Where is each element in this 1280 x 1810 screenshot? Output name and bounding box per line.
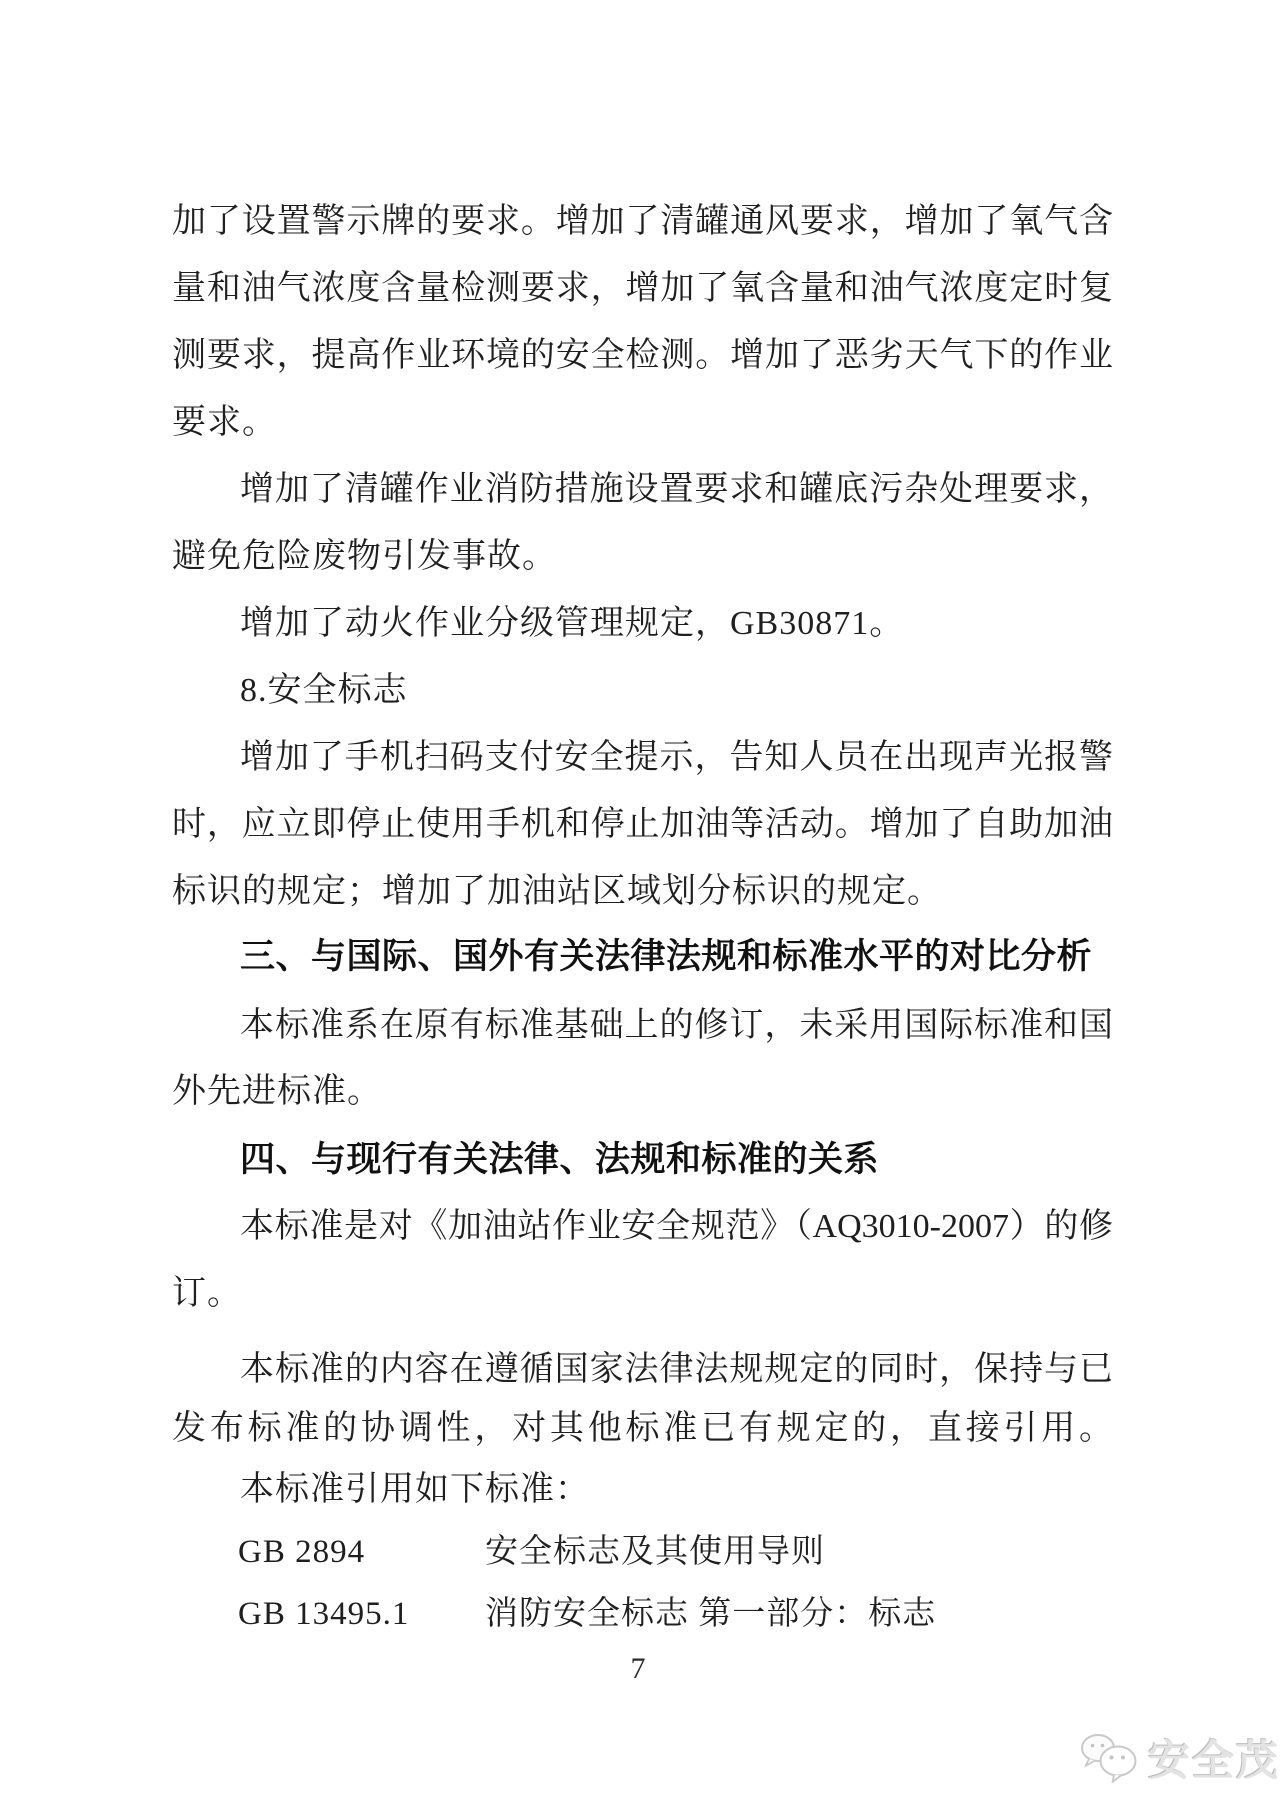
reference-title: 安全标志及其使用导则 xyxy=(485,1534,825,1570)
reference-title: 消防安全标志 第一部分：标志 xyxy=(485,1596,937,1632)
subsection-title: 8.安全标志 xyxy=(240,672,408,709)
text-line: 本标准的内容在遵循国家法律法规规定的同时，保持与已 xyxy=(240,1351,1113,1388)
text-line: 发布标准的协调性，对其他标准已有规定的，直接引用。 xyxy=(172,1410,1113,1447)
text-line: 增加了动火作业分级管理规定，GB30871。 xyxy=(240,605,905,642)
page-number: 7 xyxy=(630,1652,646,1685)
text-line: 测要求，提高作业环境的安全检测。增加了恶劣天气下的作业 xyxy=(172,337,1113,374)
text-line: 时，应立即停止使用手机和停止加油等活动。增加了自助加油 xyxy=(172,806,1113,843)
text-line: 增加了清罐作业消防措施设置要求和罐底污杂处理要求， xyxy=(240,471,1113,508)
text-line: 外先进标准。 xyxy=(172,1073,382,1110)
text-line: 避免危险废物引发事故。 xyxy=(172,538,557,575)
text-line: 要求。 xyxy=(172,404,277,441)
text-line: 本标准引用如下标准： xyxy=(240,1471,590,1508)
section-heading-4: 四、与现行有关法律、法规和标准的关系 xyxy=(240,1140,880,1179)
reference-row xyxy=(172,1592,1113,1642)
text-line: 加了设置警示牌的要求。增加了清罐通风要求，增加了氧气含 xyxy=(172,203,1113,240)
text-line: 本标准系在原有标准基础上的修订，未采用国际标准和国 xyxy=(240,1007,1113,1044)
reference-row xyxy=(172,1530,1113,1580)
wechat-icon xyxy=(1078,1733,1140,1783)
reference-code: GB 2894 xyxy=(238,1534,366,1570)
text-line: 增加了手机扫码支付安全提示，告知人员在出现声光报警 xyxy=(240,739,1113,776)
reference-code: GB 13495.1 xyxy=(238,1596,410,1632)
text-line: 本标准是对《加油站作业安全规范》（AQ3010-2007）的修 xyxy=(240,1208,1113,1245)
watermark xyxy=(1078,1728,1280,1788)
text-line: 订。 xyxy=(172,1275,242,1312)
section-heading-3: 三、与国际、国外有关法律法规和标准水平的对比分析 xyxy=(240,937,1093,976)
text-line: 量和油气浓度含量检测要求，增加了氧含量和油气浓度定时复 xyxy=(172,270,1113,307)
watermark-label: 安全茂 xyxy=(1148,1737,1280,1784)
text-line: 标识的规定；增加了加油站区域划分标识的规定。 xyxy=(172,873,942,910)
